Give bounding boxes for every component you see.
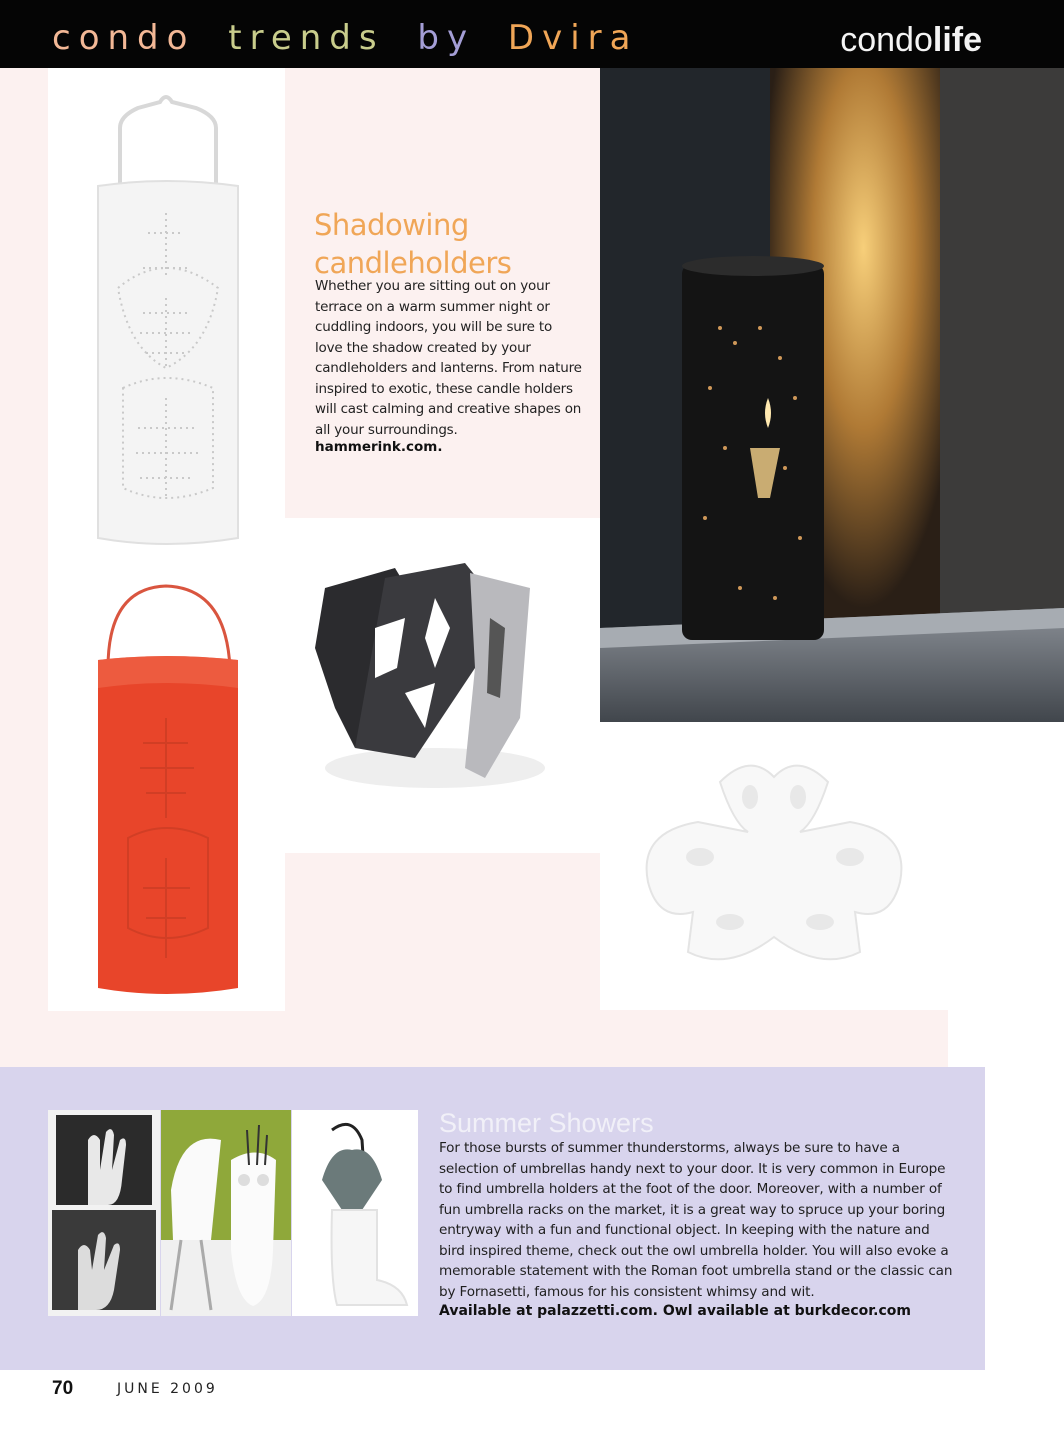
photo-red-lantern bbox=[48, 568, 285, 1011]
page-number: 70 bbox=[52, 1378, 74, 1399]
photo-foot-umbrella-stand bbox=[292, 1110, 418, 1316]
title-line: candleholders bbox=[314, 246, 512, 280]
title-line: Shadowing bbox=[314, 208, 469, 242]
article-title-candleholders bbox=[314, 206, 584, 282]
section-title bbox=[52, 18, 638, 58]
article-credit-umbrellas: Available at palazzetti.com. Owl available at burkdecor.com bbox=[439, 1303, 912, 1319]
article-title-umbrellas: Summer Showers bbox=[439, 1108, 654, 1138]
title-word-trends: trends bbox=[228, 18, 385, 58]
article-credit-candleholders: hammerink.com. bbox=[315, 439, 443, 455]
photo-dark-candleholder bbox=[285, 518, 600, 853]
article-body-umbrellas: For those bursts of summer thunderstorms, always be sure to have a selection of umbrellas handy next to your door. It is very common in Europe to find umbrella holders at the foot of the door. Moreover, with a number of fun umbrella racks on the market, it is a great way to spruce up your boring entryway with a fun and functional object. In keeping with the nature and bird inspired theme, check out the owl umbrella holder. You will also evoke a memorable statement with the Roman foot umbrella stand or the classic can by Fornasetti, famous for his consistent whimsy and wit. bbox=[439, 1140, 953, 1300]
title-word-dvira: Dvira bbox=[507, 18, 639, 58]
photo-owl-umbrella-holder bbox=[161, 1110, 291, 1316]
photo-white-lantern bbox=[48, 68, 285, 568]
issue-date: JUNE 2009 bbox=[117, 1381, 218, 1397]
brand-light: condo bbox=[840, 21, 933, 59]
photo-hand-umbrella-stand bbox=[48, 1110, 160, 1316]
title-word-condo: condo bbox=[52, 18, 196, 58]
title-word-by: by bbox=[417, 18, 476, 58]
photo-white-candleholder bbox=[600, 722, 948, 1010]
brand-bold: life bbox=[932, 21, 982, 59]
photo-lit-lantern bbox=[600, 68, 1064, 722]
article-body-candleholders: Whether you are sitting out on your terrace on a warm summer night or cuddling indoors, you will be sure to love the shadow created by your candleholders and lanterns. From nature inspired to exotic, these candle holders will cast calming and creative shapes on all your surroundings. bbox=[315, 278, 582, 438]
magazine-brand bbox=[840, 20, 982, 60]
page-header bbox=[0, 0, 1064, 68]
